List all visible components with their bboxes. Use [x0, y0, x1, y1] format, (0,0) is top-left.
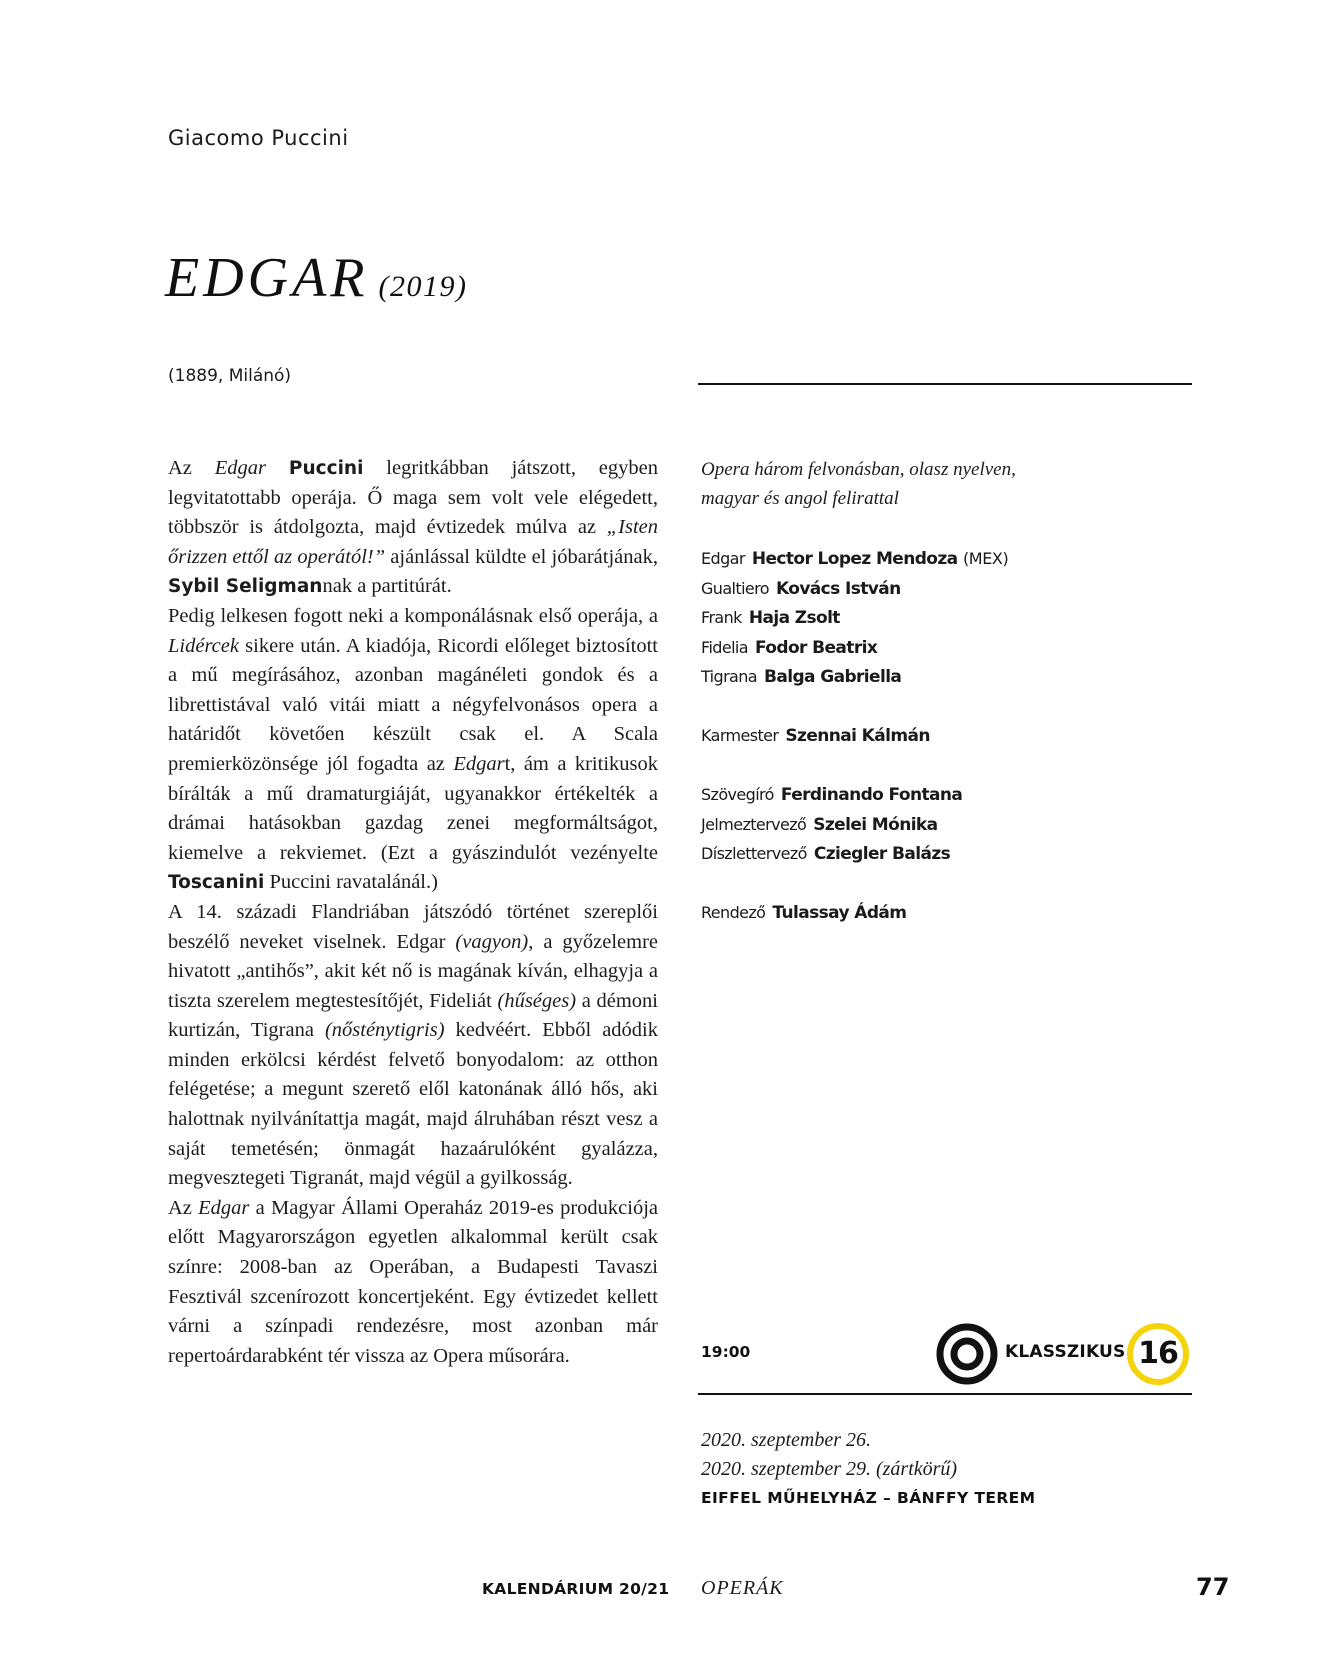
paragraph-2: Pedig lelkesen fogott neki a komponálásnak első operája, a Lidércek sikere után. A kiadója, Ricordi előleget biztosított a mű megírásához, azonban magánéleti gondok és a librettistával való vitái miatt a négyfelvonásos opera a határidőt követően készült csak el. A Scala premierközönsége jól fogadta az Edgart, ám a kritikusok bírálták a mű dramaturgiáját, ugyanakkor értékelték a drámai hatásokban gazdag zenei megformáltságot, kiemelve a rekviemet. (Ezt a gyászindulót vezényelte Toscanini Puccini ravatalánál.): [168, 604, 658, 894]
cast-row: Gualtiero Kovács István: [701, 578, 901, 599]
premiere-origin: (1889, Milánó): [168, 366, 292, 386]
date-line: 2020. szeptember 29. (zártkörű): [701, 1458, 958, 1480]
composer-name: Giacomo Puccini: [168, 126, 349, 150]
creative-row: Díszlettervező Cziegler Balázs: [701, 844, 951, 864]
subtitle-line: magyar és angol felirattal: [701, 488, 899, 509]
director-row: Rendező Tulassay Ádám: [701, 903, 907, 923]
creative-row: Jelmeztervező Szelei Mónika: [701, 814, 938, 835]
performance-time: 19:00: [701, 1343, 751, 1361]
paragraph-4: Az Edgar a Magyar Állami Operaház 2019-es produkciója előtt Magyarországon egyetlen alkalommal került csak színre: 2008-ban az Operában, a Budapesti Tavaszi Fesztivál szcenírozott koncertjeként. Egy évtizedet kellett várni a színpadi rendezésre, most azonban már repertoárdarabként tér vissza az Opera műsorára.: [168, 1196, 658, 1367]
description-text: [168, 454, 658, 1371]
cast-row: Tigrana Balga Gabriella: [701, 667, 902, 687]
top-divider: [698, 383, 1192, 385]
footer-publication: KALENDÁRIUM 20/21: [482, 1580, 670, 1598]
concentric-rings-icon: [936, 1323, 998, 1385]
cast-row: Frank Haja Zsolt: [701, 608, 840, 628]
age-rating-badge: 16: [1127, 1323, 1189, 1385]
title-year: (2019): [378, 270, 468, 303]
footer-section: OPERÁK: [701, 1577, 784, 1599]
cast-row: Edgar Hector Lopez Mendoza (MEX): [701, 549, 1009, 569]
page-number: 77: [1196, 1573, 1230, 1601]
conductor-row: Karmester Szennai Kálmán: [701, 726, 930, 746]
performance-dates: [701, 1426, 957, 1484]
paragraph-3: A 14. századi Flandriában játszódó történet szereplői beszélő neveket viselnek. Edgar (vagyon), a győzelemre hivatott „antihős”, akit két nő is magának kíván, elhagyja a tiszta szerelem megtestesítőjét, Fideliát (hűséges) a démoni kurtizán, Tigrana (nősténytigris) kedvéért. Ebből adódik minden erkölcsi kérdést felvető bonyodalom: az otthon felégetése; a megunt szerető elől katonának álló hős, aki halottnak nyilvánítattja magát, majd álruhában részt vesz a saját temetésén; önmagát hazaárulóként gyalázza, megvesztegeti Tigranát, majd végül a gyilkosság.: [168, 900, 658, 1190]
bottom-divider: [698, 1393, 1192, 1395]
subtitle-line: Opera három felvonásban, olasz nyelven,: [701, 459, 1016, 480]
cast-row: Fidelia Fodor Beatrix: [701, 637, 878, 658]
credits-list: [701, 544, 1161, 928]
title-text: EDGAR: [165, 247, 369, 309]
page-title: [165, 246, 468, 310]
series-label: KLASSZIKUS: [1005, 1342, 1126, 1362]
paragraph-1: Az Edgar Puccini legritkábban játszott, egyben legvitatottabb operája. Ő maga sem volt vele elégedett, többször is átdolgozta, majd évtizedek múlva az „Isten őrizzen ettől az operától!” ajánlással küldte el jóbarátjának, Sybil Seligmannak a partitúrát.: [168, 457, 659, 598]
performance-subtitle: [701, 455, 1121, 513]
venue-name: EIFFEL MŰHELYHÁZ – BÁNFFY TEREM: [701, 1489, 1036, 1507]
date-line: 2020. szeptember 26.: [701, 1429, 871, 1451]
creative-row: Szövegíró Ferdinando Fontana: [701, 785, 963, 805]
